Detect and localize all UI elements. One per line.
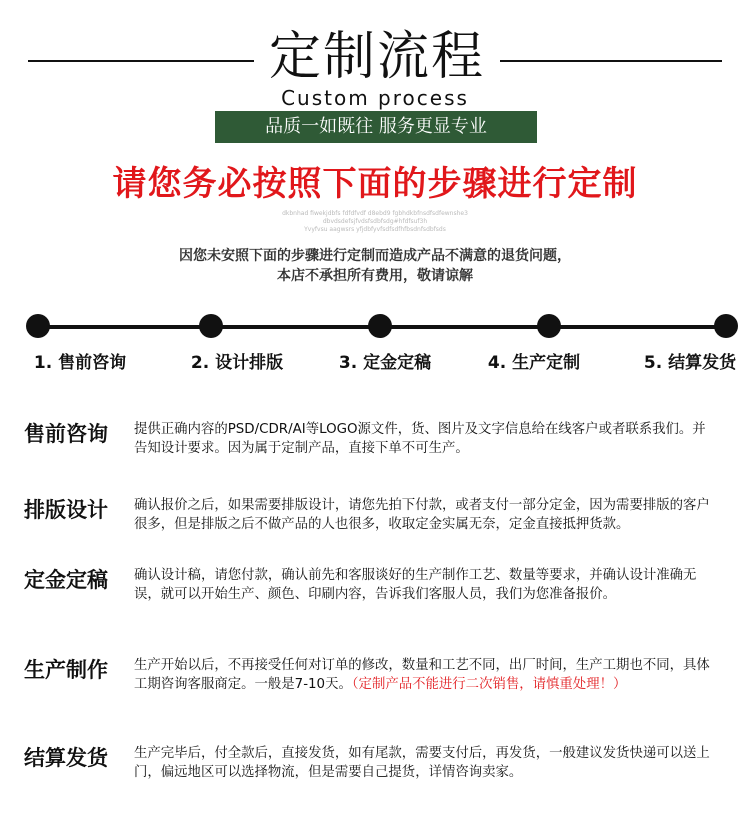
headline: 请您务必按照下面的步骤进行定制: [112, 164, 638, 204]
notice-line: 因您未安照下面的步骤进行定制而造成产品不满意的退货问题，: [179, 248, 571, 264]
process-timeline: [0, 314, 750, 374]
fine-print-line: dbvdsdefsjfvdsfsdbfsdg#hfdfsuf3h: [322, 218, 428, 225]
timeline-dot: [368, 314, 392, 338]
section-title: 定金定稿: [24, 568, 108, 592]
title-divider-left: [28, 60, 254, 62]
section-body-text: 生产开始以后，不再接受任何对订单的修改，数量和工艺不同，出厂时间，生产工期也不同，具体工期咨询客服商定。一般是7-10天。: [134, 658, 710, 692]
section-title: 生产制作: [24, 658, 108, 682]
section-body: 确认报价之后，如果需要排版设计，请您先拍下付款，或者支付一部分定金，因为需要排版的客户很多，但是排版之后不做产品的人也很多，收取定金实属无奈，定金直接抵押货款。: [134, 498, 710, 532]
section-body-warning: （定制产品不能进行二次销售，请慎重处理！）: [351, 677, 627, 692]
section-title: 排版设计: [24, 498, 108, 522]
step-label: 2. 设计排版: [190, 353, 284, 373]
section-title: 售前咨询: [24, 422, 108, 446]
fine-print-line: Yvyfvsu aagwsrs yfjdbfyvfsdfsdfhfbsdnfsdbfsds: [304, 226, 446, 233]
step-label: 1. 售前咨询: [33, 353, 127, 373]
timeline-dot: [537, 314, 561, 338]
step-label: 5. 结算发货: [643, 353, 737, 373]
section-body: 确认设计稿，请您付款，确认前先和客服谈好的生产制作工艺、数量等要求，并确认设计准确无误，就可以开始生产、颜色、印刷内容，告诉我们客服人员，我们为您准备报价。: [134, 568, 697, 602]
fine-print: [255, 210, 495, 234]
slogan-banner: 品质一如既往 服务更显专业: [215, 111, 537, 143]
page-subtitle: Custom process: [281, 86, 469, 110]
step-label: 3. 定金定稿: [338, 353, 432, 373]
fine-print-line: dkbnhad fiwekjdbfs fdfdfvdf d8ebd9 fgbhdkbfnsdfsdfewnshe3: [282, 210, 468, 217]
notice-line: 本店不承担所有费用，敬请谅解: [277, 268, 473, 284]
page-title: 定制流程: [268, 27, 485, 87]
section-title: 结算发货: [24, 746, 108, 770]
notice: [0, 246, 750, 286]
section-body: [134, 656, 718, 694]
title-divider-right: [500, 60, 722, 62]
section-body: 提供正确内容的PSD/CDR/AI等LOGO源文件，货、图片及文字信息给在线客户或者联系我们。并告知设计要求。因为属于定制产品，直接下单不可生产。: [134, 422, 706, 456]
timeline-dot: [714, 314, 738, 338]
section-body: 生产完毕后，付全款后，直接发货，如有尾款，需要支付后，再发货，一般建议发货快递可以送上门，偏远地区可以选择物流，但是需要自己提货，详情咨询卖家。: [134, 746, 710, 780]
timeline-dot: [26, 314, 50, 338]
title-row: [0, 24, 750, 94]
timeline-dot: [199, 314, 223, 338]
step-label: 4. 生产定制: [487, 353, 581, 373]
